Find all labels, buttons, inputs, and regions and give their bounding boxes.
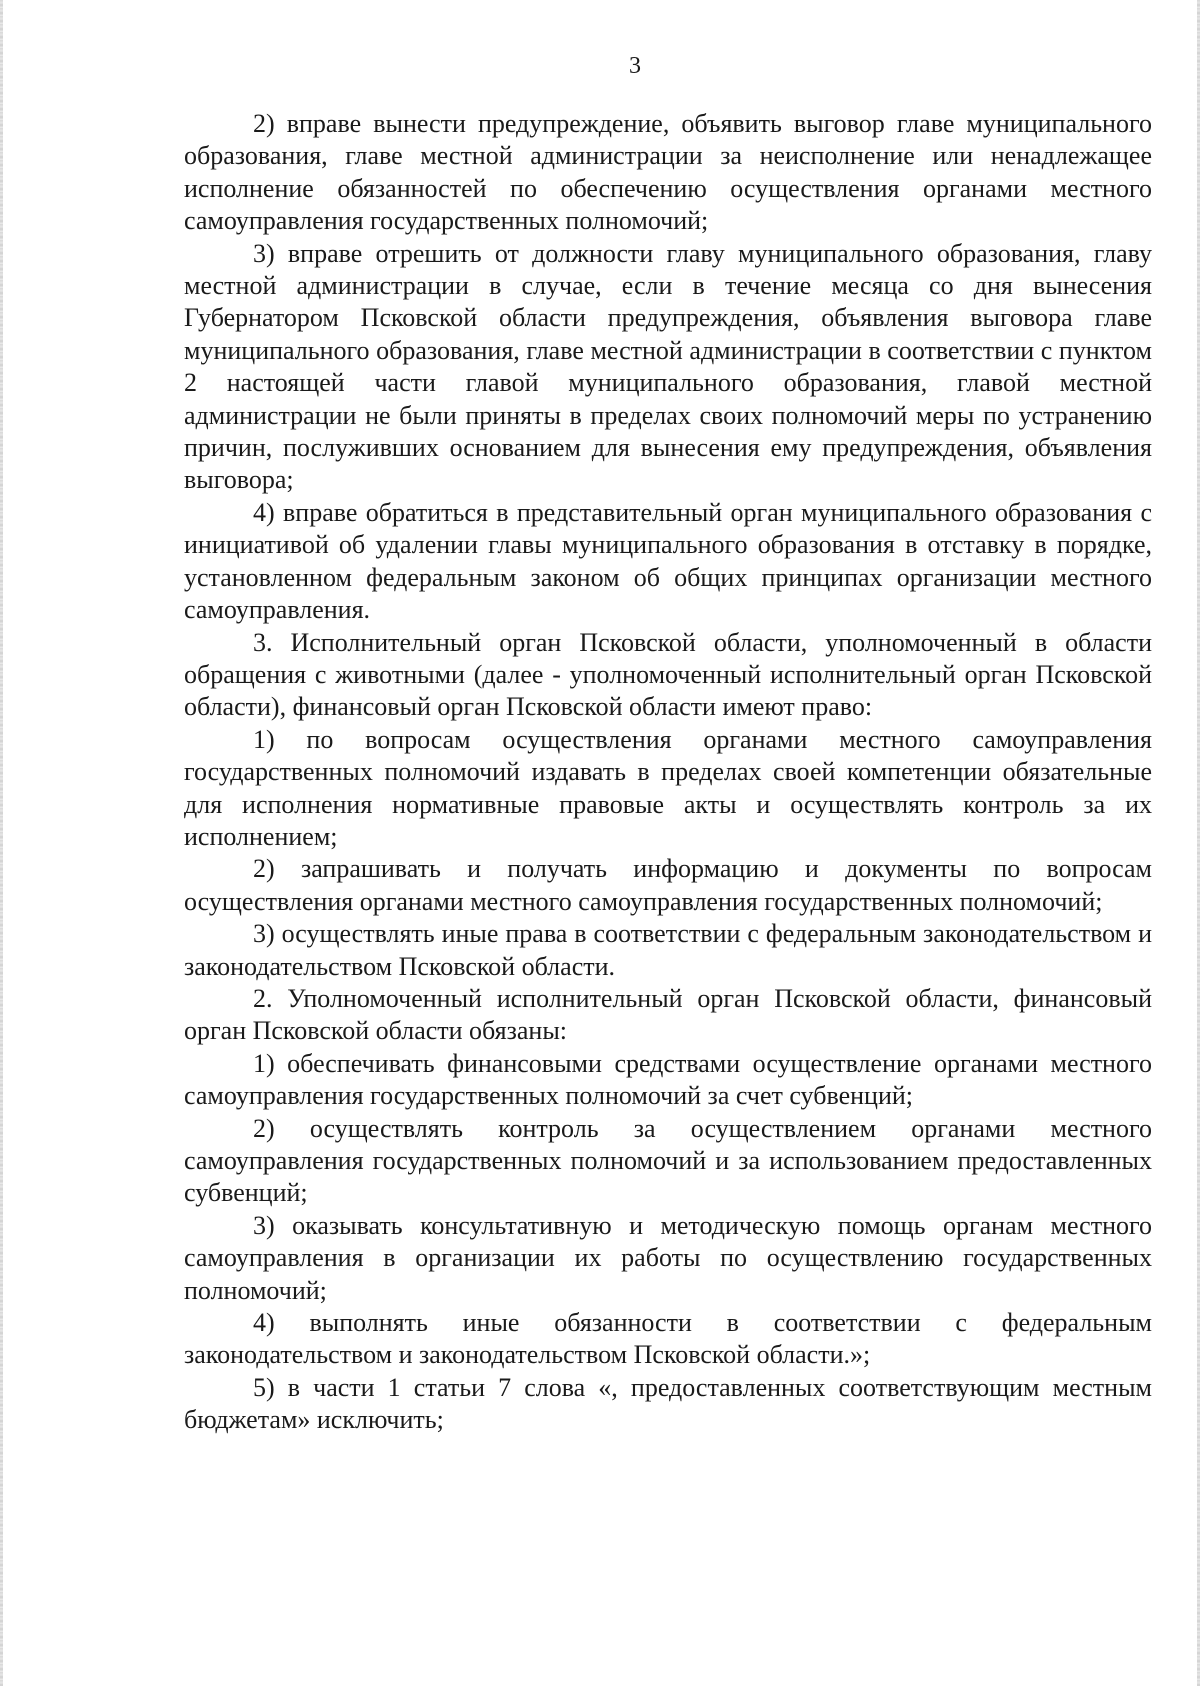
paragraph-right-3: 3) осуществлять иные права в соответствии с федеральным законодательством и законодательством Псковской области. (184, 919, 1152, 981)
scan-edge-left (0, 0, 3, 1686)
paragraph-amendment-5: 5) в части 1 статьи 7 слова «, предоставленных соответствующим местным бюджетам» исключить; (184, 1372, 1152, 1435)
paragraph-duty-1: 1) обеспечивать финансовыми средствами осуществление органами местного самоуправления государственных полномочий за счет субвенций; (184, 1048, 1152, 1111)
paragraph-section-3-rights: 3. Исполнительный орган Псковской области, уполномоченный в области обращения с животными (далее - уполномоченный исполнительный орган Псковской области), финансовый орган Псковской области имеют право: (184, 627, 1152, 722)
paragraph-duty-2: 2) осуществлять контроль за осуществлением органами местного самоуправления государственных полномочий и за использованием предоставленных субвенций; (184, 1113, 1152, 1208)
paragraph-section-2-duties: 2. Уполномоченный исполнительный орган Псковской области, финансовый орган Псковской области обязаны: (184, 983, 1152, 1046)
paragraph-right-1: 1) по вопросам осуществления органами местного самоуправления государственных полномочий издавать в пределах своей компетенции обязательные для исполнения нормативные правовые акты и осуществлять контроль за их исполнением; (184, 724, 1152, 851)
paragraph-2-warning: 2) вправе вынести предупреждение, объявить выговор главе муниципального образования, главе местной администрации за неисполнение или ненадлежащее исполнение обязанностей по обеспечению осуществления органами местного самоуправления государственных полномочий; (184, 109, 1152, 236)
paragraph-3-dismissal: 3) вправе отрешить от должности главу муниципального образования, главу местной администрации в случае, если в течение месяца со дня вынесения Губернатором Псковской области предупреждения, объявления выговора главе муниципального образования, главе местной администрации в соответствии с пунктом 2 настоящей части главой муниципального образования, главой местной администрации не были приняты в пределах своих полномочий меры по устранению причин, послуживших основанием для вынесения ему предупреждения, объявления выговора; (184, 238, 1152, 495)
page-number: 3 (629, 53, 641, 79)
paragraph-right-2: 2) запрашивать и получать информацию и документы по вопросам осуществления органами местного самоуправления государственных полномочий; (184, 854, 1152, 916)
document-body (184, 108, 1152, 1437)
paragraph-4-appeal: 4) вправе обратиться в представительный орган муниципального образования с инициативой об удалении главы муниципального образования в отставку в порядке, установленном федеральным законом об общих принципах организации местного самоуправления. (184, 497, 1152, 625)
paragraph-duty-3: 3) оказывать консультативную и методическую помощь органам местного самоуправления в организации их работы по осуществлению государственных полномочий; (184, 1210, 1152, 1305)
paragraph-duty-4: 4) выполнять иные обязанности в соответствии с федеральным законодательством и законодательством Псковской области.»; (184, 1308, 1152, 1370)
